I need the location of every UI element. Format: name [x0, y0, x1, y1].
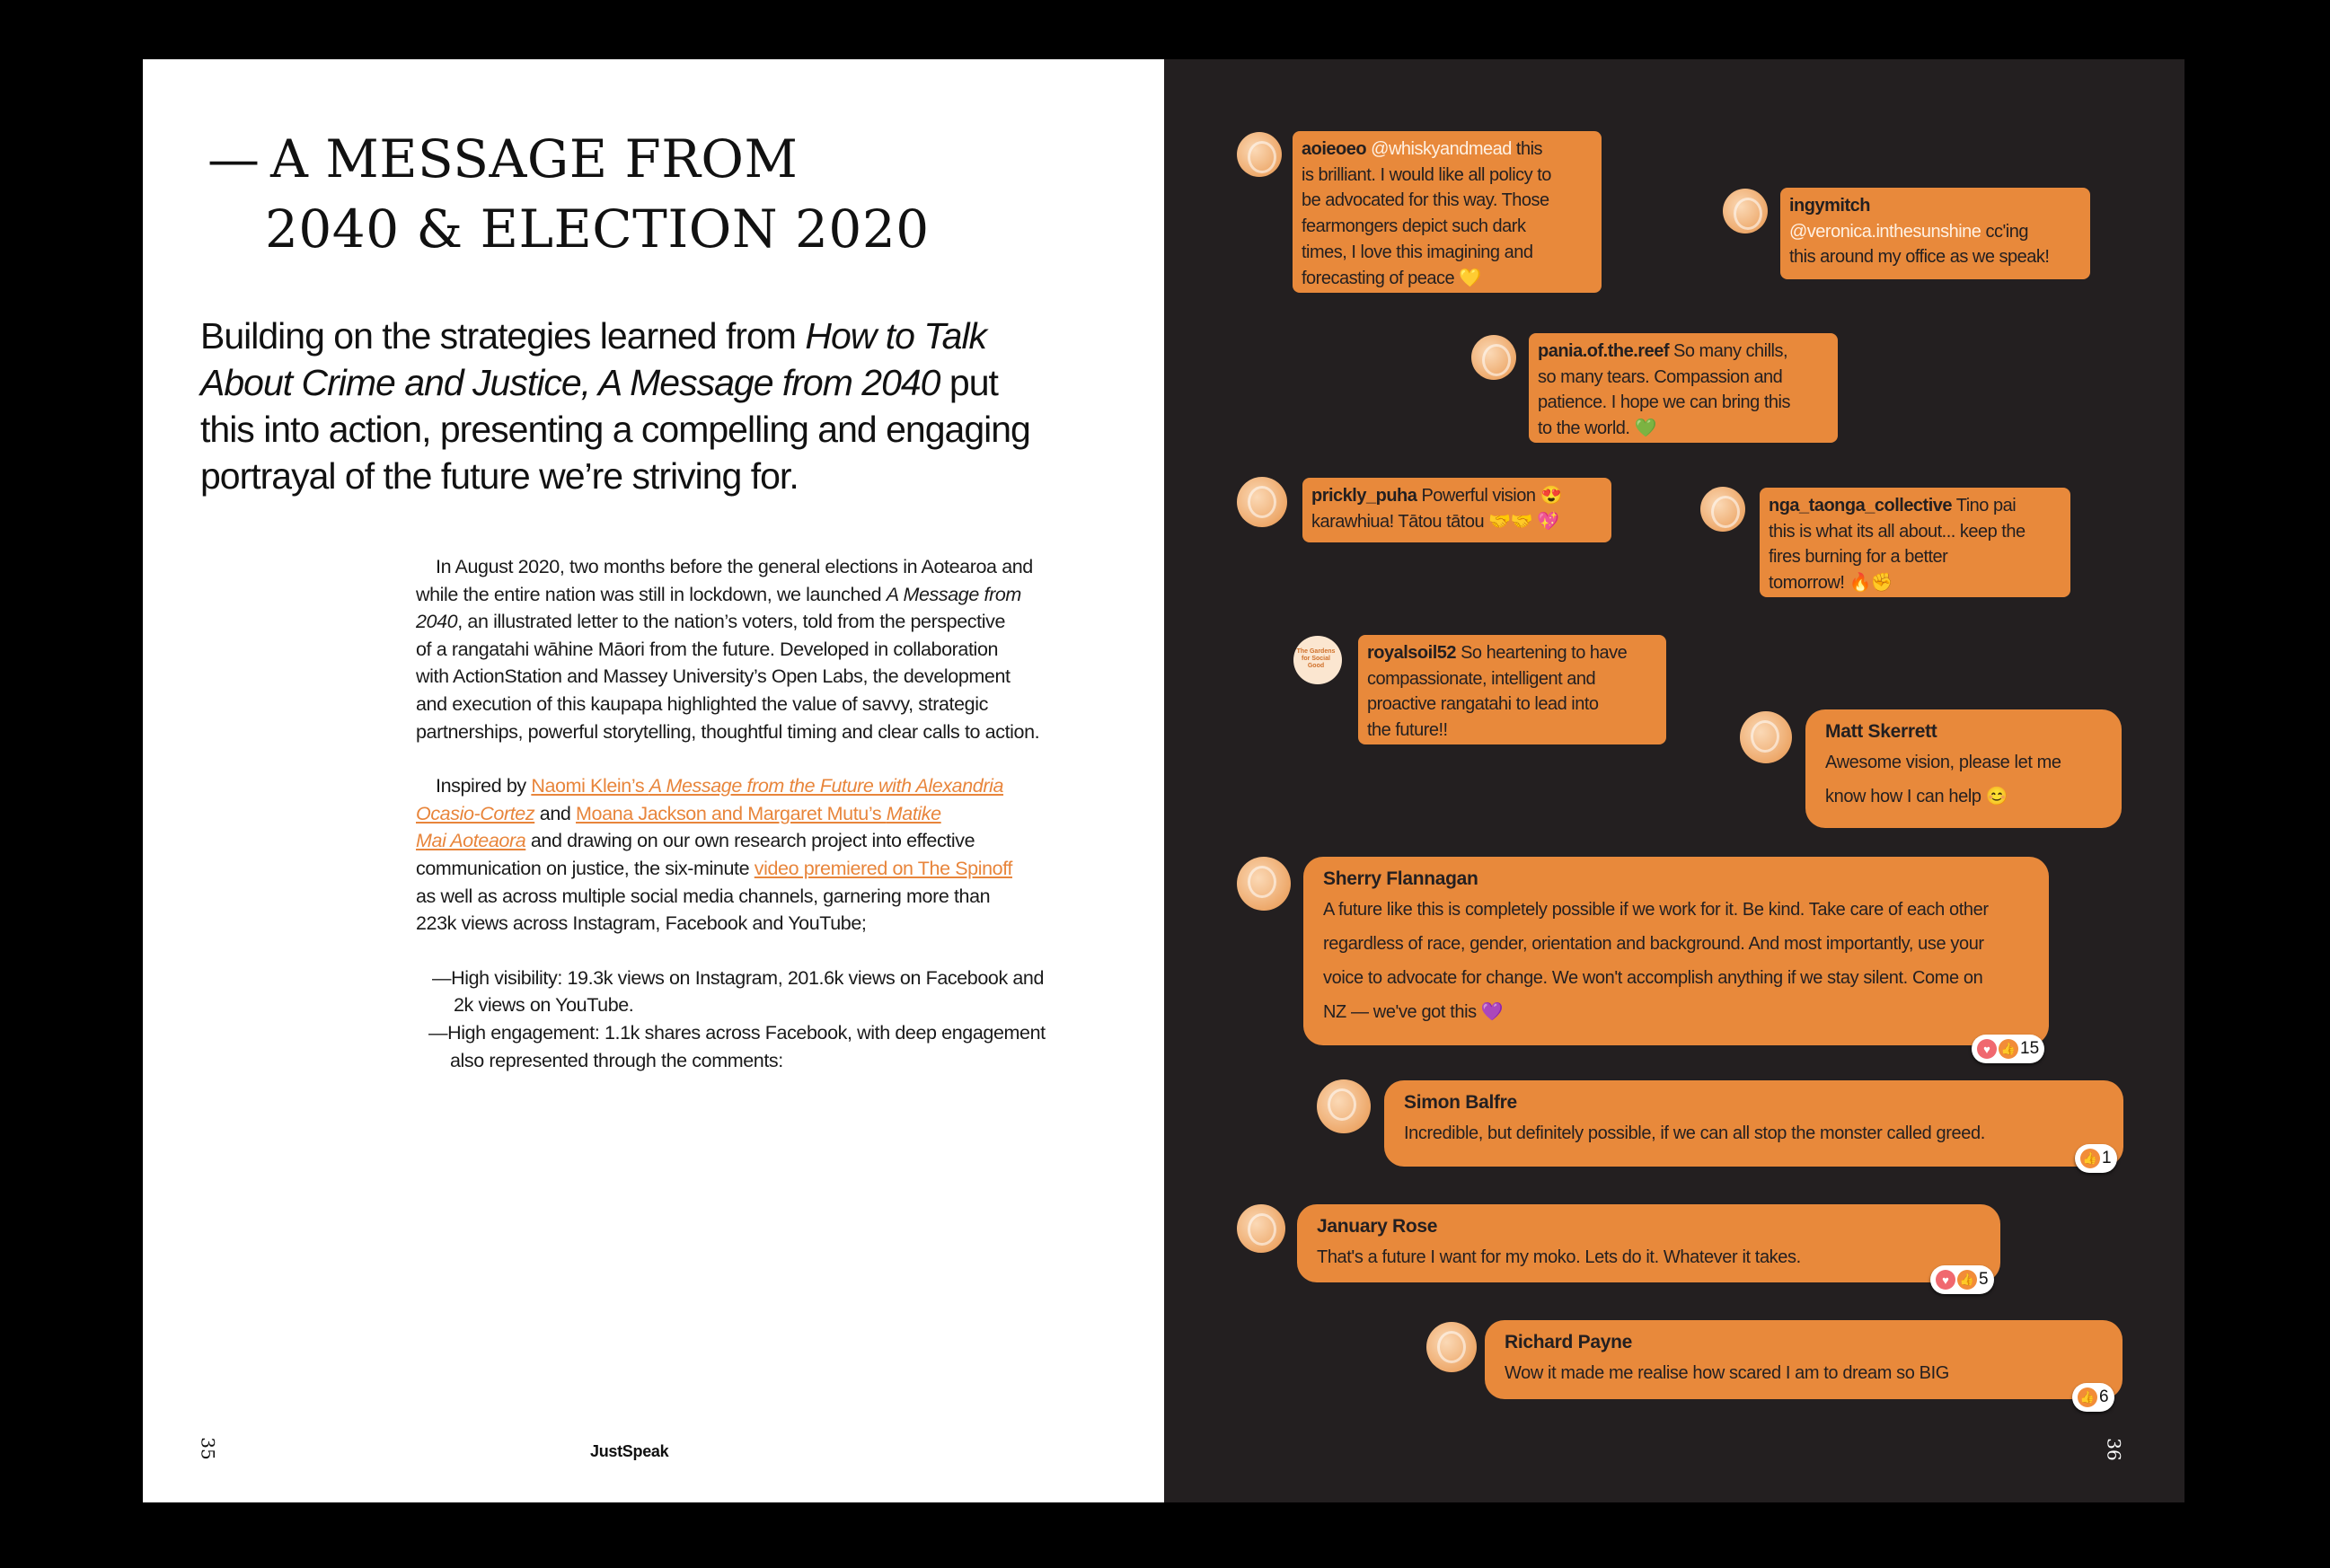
- bullet-visibility-cont: 2k views on YouTube.: [454, 994, 634, 1017]
- like-icon: 👍: [1957, 1270, 1977, 1290]
- fb-comment: [1384, 1080, 2123, 1167]
- comment-text: cc'ing: [1981, 221, 2028, 242]
- body-line: as well as across multiple social media channels, garnering more than: [416, 885, 991, 907]
- comment-text: Incredible, but definitely possible, if we can all stop the monster called greed.: [1404, 1123, 1985, 1143]
- comment-text: Awesome vision, please let me: [1825, 753, 2061, 772]
- body-line: In August 2020, two months before the general elections in Aotearoa and: [436, 556, 1033, 577]
- body-italic: 2040: [416, 611, 458, 633]
- comment-username: pania.of.the.reef: [1538, 341, 1669, 361]
- comment-text: fires burning for a better: [1769, 547, 1948, 568]
- body-text: [416, 553, 1099, 1074]
- comment-author: Matt Skerrett: [1825, 721, 1937, 742]
- comment-text: karawhiua! Tātou tātou 🤝🤝 💖: [1311, 511, 1559, 532]
- link-ocasio-cortez[interactable]: Ocasio-Cortez: [416, 802, 535, 824]
- comment-text: fearmongers depict such dark: [1302, 216, 1526, 237]
- title-line-2: 2040 & ELECTION 2020: [265, 198, 930, 260]
- lead-italic: About Crime and Justice, A Message from 2040: [200, 362, 940, 403]
- comment-text: this is what its all about... keep the: [1769, 521, 2026, 542]
- avatar: [1426, 1322, 1477, 1372]
- right-page: [1164, 59, 2184, 1502]
- heart-icon: ♥: [1977, 1039, 1997, 1059]
- title-dash: —: [207, 128, 260, 189]
- ig-comment: [1529, 333, 1838, 443]
- comment-text: That's a future I want for my moko. Lets do it. Whatever it takes.: [1317, 1247, 1801, 1267]
- link-text: Naomi Klein’s: [531, 775, 649, 797]
- bullet-engagement-cont: also represented through the comments:: [450, 1049, 783, 1071]
- comment-text: patience. I hope we can bring this: [1538, 392, 1790, 413]
- reaction-number: 5: [1979, 1270, 1989, 1289]
- comment-username: prickly_puha: [1311, 486, 1417, 506]
- lead-text: portrayal of the future we’re striving for.: [200, 455, 799, 497]
- reaction-number: 1: [2102, 1149, 2112, 1167]
- avatar: [1317, 1079, 1371, 1133]
- comment-text: this: [1511, 139, 1543, 159]
- comment-username: aoieoeo: [1302, 139, 1367, 159]
- comment-author: Sherry Flannagan: [1323, 868, 1478, 889]
- comment-text: times, I love this imagining and: [1302, 242, 1533, 262]
- mention: @whiskyandmead: [1371, 139, 1512, 159]
- fb-comment: [1485, 1320, 2123, 1399]
- fb-comment: [1805, 709, 2122, 828]
- comment-text: proactive rangatahi to lead into: [1367, 694, 1599, 715]
- body-line: and execution of this kaupapa highlighted the value of savvy, strategic: [416, 692, 988, 715]
- avatar: [1237, 132, 1282, 177]
- ig-comment: [1358, 635, 1666, 744]
- ig-comment: [1780, 188, 2090, 279]
- lead-text: put: [940, 362, 998, 403]
- body-line: 223k views across Instagram, Facebook and YouTube;: [416, 912, 867, 935]
- like-icon: 👍: [2080, 1149, 2100, 1168]
- reaction-count[interactable]: [1972, 1035, 2044, 1063]
- avatar: [1237, 1204, 1285, 1253]
- avatar: [1237, 857, 1291, 911]
- avatar: [1740, 711, 1792, 763]
- link-italic: A Message from the Future with Alexandria: [649, 775, 1004, 797]
- reaction-number: 6: [2099, 1387, 2109, 1406]
- avatar-logo-text: The Gardens for Social Good: [1296, 648, 1336, 669]
- comment-text: be advocated for this way. Those: [1302, 190, 1549, 211]
- body-line: and: [534, 802, 577, 824]
- lead-paragraph: [200, 313, 1125, 499]
- fb-comment: [1297, 1204, 2000, 1282]
- reaction-count[interactable]: [1930, 1265, 1994, 1294]
- body-line: communication on justice, the six-minute: [416, 857, 755, 879]
- comment-text: Wow it made me realise how scared I am to dream so BIG: [1505, 1363, 1949, 1383]
- avatar: [1293, 636, 1342, 684]
- comment-text: to the world. 💚: [1538, 418, 1656, 439]
- avatar: [1471, 335, 1516, 380]
- lead-italic: How to Talk: [805, 315, 987, 357]
- comment-text: So heartening to have: [1456, 643, 1628, 663]
- body-line: of a rangatahi wāhine Māori from the future. Developed in collaboration: [416, 638, 999, 660]
- comment-author: Simon Balfre: [1404, 1092, 1517, 1113]
- body-italic: A Message from: [886, 583, 1021, 605]
- body-line: Inspired by: [436, 775, 532, 797]
- comment-text: know how I can help 😊: [1825, 787, 2008, 806]
- comment-text: voice to advocate for change. We won't accomplish anything if we stay silent. Come on: [1323, 968, 1983, 988]
- bullet-engagement: —High engagement: 1.1k shares across Facebook, with deep engagement: [428, 1021, 1046, 1044]
- comment-text: the future!!: [1367, 720, 1448, 741]
- reaction-count[interactable]: [2072, 1383, 2114, 1412]
- fb-comment: [1303, 857, 2049, 1045]
- avatar: [1723, 189, 1768, 233]
- comment-text: NZ — we've got this 💜: [1323, 1002, 1504, 1022]
- comment-text: so many tears. Compassion and: [1538, 366, 1783, 387]
- link-matike-mai[interactable]: Mai Aoteaora: [416, 830, 526, 852]
- comment-username: royalsoil52: [1367, 643, 1457, 663]
- body-line: with ActionStation and Massey University’s Open Labs, the development: [416, 665, 1011, 688]
- link-italic: Matike: [886, 802, 941, 824]
- link-spinoff-video[interactable]: video premiered on The Spinoff: [754, 857, 1012, 879]
- reaction-count[interactable]: [2075, 1144, 2117, 1173]
- title-line-1: A MESSAGE FROM: [270, 128, 799, 189]
- body-line: partnerships, powerful storytelling, thoughtful timing and clear calls to action.: [416, 720, 1040, 743]
- body-line: , an illustrated letter to the nation’s voters, told from the perspective: [457, 611, 1005, 633]
- like-icon: 👍: [2078, 1387, 2097, 1407]
- lead-text: Building on the strategies learned from: [200, 315, 806, 357]
- reaction-number: 15: [2020, 1039, 2040, 1058]
- ig-comment: [1760, 488, 2070, 597]
- ig-comment: [1293, 131, 1602, 293]
- comment-text: Tino pai: [1952, 496, 2017, 515]
- link-moana-jackson[interactable]: [576, 803, 941, 824]
- left-page: [143, 59, 1164, 1502]
- body-line: while the entire nation was still in lockdown, we launched: [416, 583, 887, 605]
- avatar: [1237, 477, 1287, 527]
- body-line: and drawing on our own research project into effective: [525, 830, 975, 852]
- comment-text: tomorrow! 🔥✊: [1769, 573, 1893, 594]
- comment-text: this around my office as we speak!: [1789, 247, 2050, 268]
- mention: @veronica.inthesunshine: [1789, 221, 1981, 242]
- comment-text: Powerful vision 😍: [1417, 486, 1562, 506]
- heart-icon: ♥: [1936, 1270, 1955, 1290]
- comment-author: January Rose: [1317, 1216, 1438, 1237]
- comment-author: Richard Payne: [1505, 1332, 1632, 1352]
- comment-text: regardless of race, gender, orientation and background. And most importantly, use your: [1323, 934, 1984, 954]
- page-number-right: 36: [2103, 1438, 2125, 1461]
- comment-username: nga_taonga_collective: [1769, 496, 1953, 515]
- comment-username: ingymitch: [1789, 196, 1870, 216]
- ig-comment: [1302, 478, 1611, 542]
- comment-text: A future like this is completely possible if we work for it. Be kind. Take care of each other: [1323, 900, 1989, 920]
- comment-text: compassionate, intelligent and: [1367, 668, 1596, 689]
- avatar: [1700, 487, 1745, 532]
- page-number-left: 35: [197, 1437, 219, 1460]
- brand-footer: JustSpeak: [590, 1442, 669, 1460]
- link-text: Moana Jackson and Margaret Mutu’s: [576, 802, 887, 824]
- like-icon: 👍: [1999, 1039, 2018, 1059]
- comment-text: forecasting of peace 💛: [1302, 268, 1481, 288]
- comment-text: So many chills,: [1668, 341, 1788, 361]
- bullet-visibility: —High visibility: 19.3k views on Instagram, 201.6k views on Facebook and: [432, 966, 1045, 989]
- comment-text: is brilliant. I would like all policy to: [1302, 164, 1551, 185]
- link-naomi-klein[interactable]: [531, 775, 1003, 797]
- lead-text: this into action, presenting a compelling and engaging: [200, 409, 1030, 450]
